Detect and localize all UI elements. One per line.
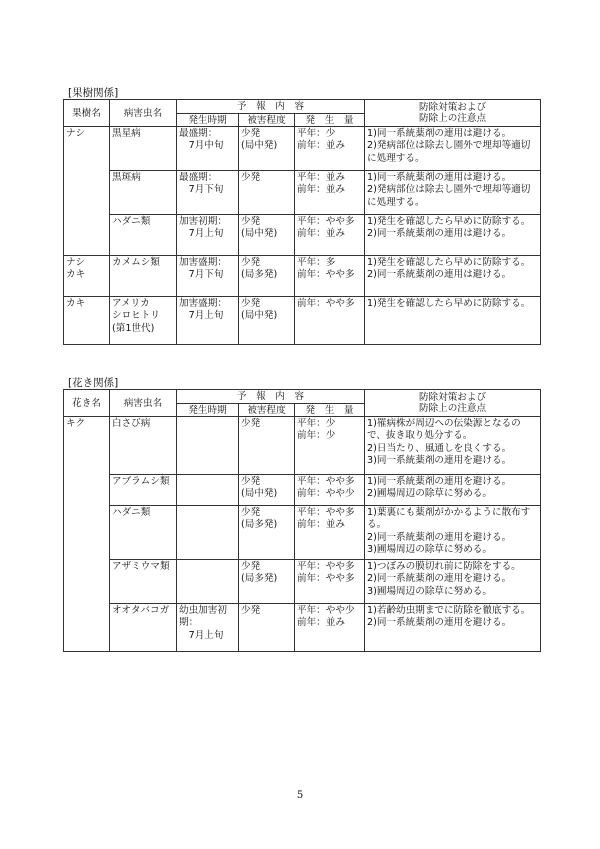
table-row: [64, 506, 541, 560]
amount-cell: 平年：やや多 前年：並み: [295, 506, 365, 560]
amount-cell: 平年：やや多 前年：やや少: [295, 475, 365, 506]
control-cell: 1)同一系統薬剤の連用を避ける。 2)圃場周辺の除草に努める。: [365, 475, 541, 506]
table-row: [64, 417, 541, 475]
pest-cell: 黒星病: [110, 127, 177, 171]
pest-cell: 白さび病: [110, 417, 177, 475]
table-row: [64, 127, 541, 171]
period-cell: 加害初期： 7月上旬: [177, 215, 239, 256]
fruit-forecast-table: [63, 99, 541, 345]
pest-cell: アザミウマ類: [110, 560, 177, 604]
amount-cell: 平年：やや多 前年：並み: [295, 215, 365, 256]
page-number: 5: [296, 790, 304, 801]
damage-cell: 少発 (局多発): [239, 560, 295, 604]
period-cell: [177, 417, 239, 475]
flower-header-crop: 花き名: [64, 390, 110, 417]
damage-cell: 少発 (局中発): [239, 215, 295, 256]
period-cell: [177, 475, 239, 506]
control-cell: 1)発生を確認したら早めに防除する。 2)同一系統薬剤の連用は避ける。: [365, 215, 541, 256]
pest-cell: ハダニ類: [110, 506, 177, 560]
period-cell: [177, 506, 239, 560]
amount-cell: 前年：やや多: [295, 297, 365, 345]
fruit-header-control: 防除対策および 防除上の注意点: [365, 100, 541, 127]
control-cell: 1)発生を確認したら早めに防除する。 2)同一系統薬剤の連用は避ける。: [365, 256, 541, 297]
period-cell: 加害盛期： 7月上旬: [177, 297, 239, 345]
pest-cell: アブラムシ類: [110, 475, 177, 506]
control-cell: 1)つぼみの膜切れ前に防除をする。 2)同一系統薬剤の連用を避ける。 3)圃場周辺の除草に努める。: [365, 560, 541, 604]
fruit-header-damage: 被害程度: [239, 114, 295, 127]
amount-cell: 平年：少 前年：少: [295, 417, 365, 475]
pest-cell: 黒斑病: [110, 171, 177, 215]
crop-cell: ナシ カキ: [64, 256, 110, 297]
table-row: [64, 171, 541, 215]
fruit-header-forecast: 予 報 内 容: [177, 100, 365, 114]
crop-cell: キク: [64, 417, 110, 652]
pest-cell: アメリカ シロヒトリ (第1世代): [110, 297, 177, 345]
control-cell: 1)罹病株が周辺への伝染源となるので、抜き取り処分する。 2)日当たり、風通しを良くする。 3)同一系統薬剤の連用を避ける。: [365, 417, 541, 475]
flower-section-title: [花き関係]: [68, 377, 119, 389]
control-cell: 1)若齢幼虫期までに防除を徹底する。 2)同一系統薬剤の連用を避ける。: [365, 604, 541, 652]
table-row: [64, 560, 541, 604]
table-row: [64, 475, 541, 506]
table-row: [64, 604, 541, 652]
fruit-header-period: 発生時期: [177, 114, 239, 127]
amount-cell: 平年：多 前年：やや多: [295, 256, 365, 297]
damage-cell: 少発 (局中発): [239, 297, 295, 345]
flower-header-pest: 病害虫名: [110, 390, 177, 417]
pest-cell: オオタバコガ: [110, 604, 177, 652]
flower-forecast-table: [63, 389, 541, 652]
table-row: [64, 297, 541, 345]
damage-cell: 少発: [239, 417, 295, 475]
period-cell: 最盛期： 7月下旬: [177, 171, 239, 215]
crop-cell: ナシ: [64, 127, 110, 256]
amount-cell: 平年：やや多 前年：やや多: [295, 560, 365, 604]
control-cell: 1)発生を確認したら早めに防除する。: [365, 297, 541, 345]
amount-cell: 平年：並み 前年：並み: [295, 171, 365, 215]
period-cell: [177, 560, 239, 604]
damage-cell: 少発: [239, 171, 295, 215]
fruit-section-title: [果樹関係]: [68, 87, 119, 99]
flower-header-damage: 被害程度: [239, 404, 295, 417]
flower-header-period: 発生時期: [177, 404, 239, 417]
period-cell: 最盛期： 7月中旬: [177, 127, 239, 171]
pest-cell: カメムシ類: [110, 256, 177, 297]
fruit-header-pest: 病害虫名: [110, 100, 177, 127]
damage-cell: 少発 (局中発): [239, 475, 295, 506]
amount-cell: 平年：やや少 前年：並み: [295, 604, 365, 652]
table-row: [64, 215, 541, 256]
control-cell: 1)葉裏にも薬剤がかかるように散布する。 2)同一系統薬剤の連用を避ける。 3)圃場周辺の除草に努める。: [365, 506, 541, 560]
pest-cell: ハダニ類: [110, 215, 177, 256]
fruit-header-crop: 果樹名: [64, 100, 110, 127]
flower-header-forecast: 予 報 内 容: [177, 390, 365, 404]
damage-cell: 少発 (局中発): [239, 127, 295, 171]
damage-cell: 少発: [239, 604, 295, 652]
control-cell: 1)同一系統薬剤の連用は避ける。 2)発病部位は除去し園外で埋却等適切に処理する。: [365, 171, 541, 215]
flower-header-control: 防除対策および 防除上の注意点: [365, 390, 541, 417]
crop-cell: カキ: [64, 297, 110, 345]
damage-cell: 少発 (局多発): [239, 506, 295, 560]
fruit-header-amount: 発 生 量: [295, 114, 365, 127]
amount-cell: 平年：少 前年：並み: [295, 127, 365, 171]
flower-header-amount: 発 生 量: [295, 404, 365, 417]
control-cell: 1)同一系統薬剤の連用は避ける。 2)発病部位は除去し園外で埋却等適切に処理する。: [365, 127, 541, 171]
period-cell: 加害盛期： 7月下旬: [177, 256, 239, 297]
period-cell: 幼虫加害初期： 7月上旬: [177, 604, 239, 652]
table-row: [64, 256, 541, 297]
damage-cell: 少発 (局多発): [239, 256, 295, 297]
